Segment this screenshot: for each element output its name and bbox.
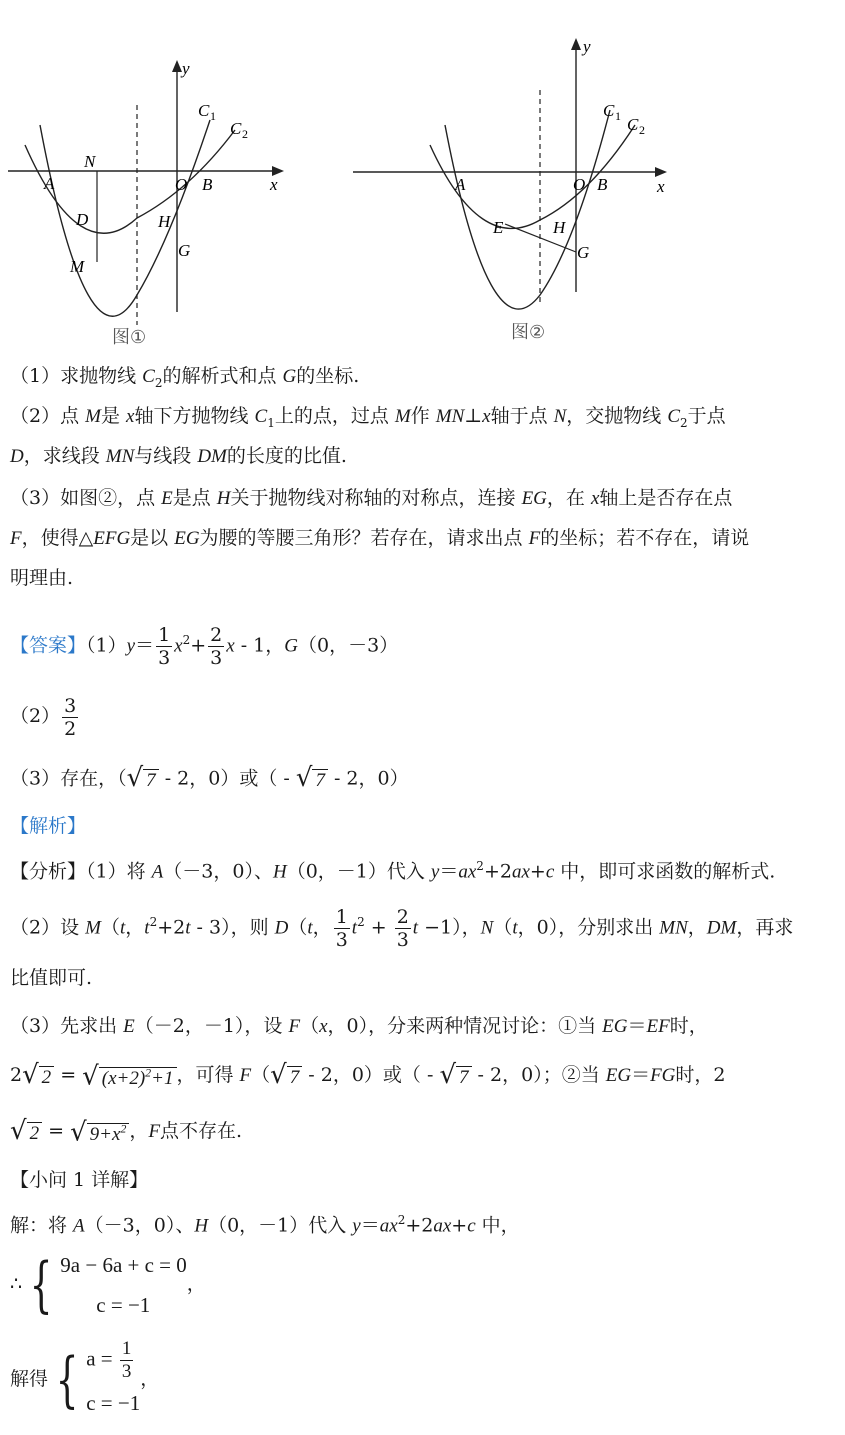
svg-text:M: M xyxy=(70,257,85,276)
svg-text:H: H xyxy=(158,212,171,231)
svg-text:图②: 图② xyxy=(511,322,546,343)
svg-text:C: C xyxy=(627,115,639,134)
detail-system-1: ∴ { 9a − 6a + c = 0 c = −1 ， xyxy=(10,1250,206,1320)
svg-text:1: 1 xyxy=(615,109,621,123)
svg-text:B: B xyxy=(202,175,213,194)
svg-text:x: x xyxy=(657,177,665,196)
svg-text:E: E xyxy=(493,218,504,237)
analysis-part-3-line-1: （3）先求出 E（－2，－1），设 F（x，0），分来两种情况讨论：①当 EG＝EF时， xyxy=(10,1015,708,1037)
detail-system-2: 解得 { a = $\frac{1}{3}$ c = −1 ， xyxy=(10,1337,160,1415)
svg-text:图①: 图① xyxy=(112,327,147,348)
detail-tag: 【小问 1 详解】 xyxy=(10,1169,149,1191)
answer-3: （3）存在，（√ 7 - 2，0）或（ - √ 7 - 2，0） xyxy=(10,763,409,793)
svg-text:y: y xyxy=(583,37,591,56)
svg-text:2: 2 xyxy=(242,127,248,141)
svg-text:O: O xyxy=(175,175,188,194)
svg-text:C: C xyxy=(198,101,210,120)
analysis-part-3-line-3: √ 2 = √ $9+x^2$ ，F点不存在. xyxy=(10,1115,243,1148)
figure-2 xyxy=(345,30,685,350)
analysis-tag: 【解析】 xyxy=(10,815,87,837)
svg-text:G: G xyxy=(178,241,191,260)
question-2-line-2: D，求线段 MN与线段 DM的长度的比值. xyxy=(10,445,347,467)
analysis-part-2-line-2: 比值即可. xyxy=(10,967,93,989)
question-2-line-1: （2）点 M是 x轴下方抛物线 $C_1$上的点，过点 M作 MN⊥x轴于点 N，交抛物线 $C_2$于点 xyxy=(10,405,726,430)
svg-text:2: 2 xyxy=(639,123,645,137)
question-3-line-3: 明理由. xyxy=(10,567,74,589)
analysis-fenxi: 【分析】（1）将 A（－3，0）、H（0，－1）代入 $y=ax^2+2ax+c$ 中，即可求函数的解析式. xyxy=(10,859,776,883)
svg-text:B: B xyxy=(597,175,608,194)
svg-text:G: G xyxy=(577,243,590,262)
analysis-part-3-line-2: 2√ 2 = √ $(x+2)^2+1$ ，可得 F（√ 7 - 2，0）或（ - √ 7 - 2，0）；②当 EG＝FG时，2 xyxy=(10,1059,726,1092)
answer-2: （2） $\frac{3}{2}$ xyxy=(10,694,77,740)
svg-text:A: A xyxy=(44,174,55,193)
question-3-line-1: （3）如图②，点 E是点 H关于抛物线对称轴的对称点，连接 EG，在 x轴上是否存在点 xyxy=(10,487,733,509)
svg-text:y: y xyxy=(182,59,190,78)
answer-tag: 【答案】 xyxy=(10,634,87,657)
question-3-line-2: F，使得△EFG是以 EG为腰的等腰三角形？若存在，请求出点 F的坐标；若不存在，请说 xyxy=(10,527,750,549)
analysis-part-2-line-1: （2）设 M（t，$t^2+2t - 3$），则 D（t， $\frac{1}{3}$ $t^2$ + $\frac{2}{3}$ t −1），N（t，0），分别求出 MN，DM，再求 xyxy=(10,905,794,951)
svg-text:C: C xyxy=(603,101,615,120)
svg-text:1: 1 xyxy=(210,109,216,123)
svg-text:H: H xyxy=(553,218,566,237)
answer-1: 【答案】（1）y＝ $\frac{1}{3}$ $x^2+$ $\frac{2}{3}$ x - 1，G（0，－3） xyxy=(10,623,399,669)
svg-text:x: x xyxy=(270,175,278,194)
svg-text:C: C xyxy=(230,119,242,138)
detail-line-1: 解：将 A（－3，0）、H（0，－1）代入 $y=ax^2+2ax+c$ 中， xyxy=(10,1213,520,1237)
svg-text:N: N xyxy=(84,152,96,171)
figure-1 xyxy=(0,50,300,350)
svg-text:O: O xyxy=(573,175,586,194)
svg-text:A: A xyxy=(455,175,466,194)
svg-text:D: D xyxy=(76,210,89,229)
question-1: （1）求抛物线 $C_2$的解析式和点 G的坐标. xyxy=(10,365,360,390)
